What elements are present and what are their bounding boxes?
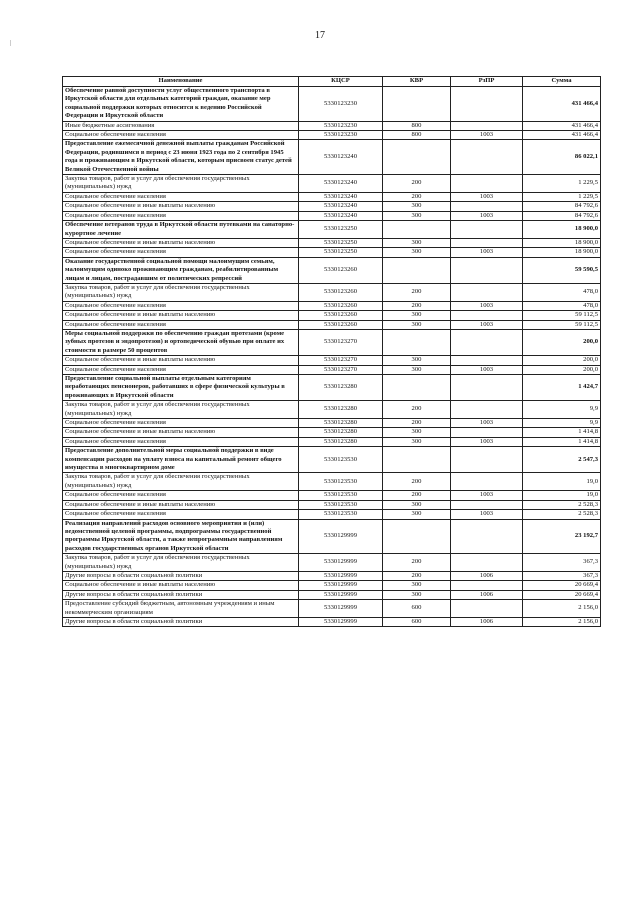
cell-rzpr [451,283,523,301]
cell-name: Закупка товаров, работ и услуг для обеспечения государственных (муниципальных) нужд [63,554,299,572]
table-row [63,519,601,554]
header-name: Наименование [63,77,299,87]
cell-name: Закупка товаров, работ и услуг для обеспечения государственных (муниципальных) нужд [63,283,299,301]
cell-kcsr: 5330123260 [299,257,383,283]
cell-rzpr [451,554,523,572]
cell-kvr [383,447,451,473]
table-row [63,356,601,365]
cell-kcsr: 5330123230 [299,121,383,130]
cell-sum: 19,0 [523,473,601,491]
cell-rzpr [451,428,523,437]
cell-rzpr: 1006 [451,571,523,580]
cell-name: Другие вопросы в области социальной политики [63,590,299,599]
cell-kvr: 300 [383,365,451,374]
cell-sum: 59 112,5 [523,320,601,329]
header-rzpr: РзПР [451,77,523,87]
cell-kvr [383,329,451,355]
cell-kcsr: 5330123530 [299,510,383,519]
header-sum: Сумма [523,77,601,87]
cell-name: Другие вопросы в области социальной политики [63,617,299,626]
cell-sum: 2 528,3 [523,500,601,509]
cell-kcsr: 5330123270 [299,365,383,374]
cell-kvr: 300 [383,581,451,590]
table-row [63,500,601,509]
cell-sum: 367,3 [523,571,601,580]
cell-name: Социальное обеспечение населения [63,365,299,374]
cell-sum: 18 900,0 [523,248,601,257]
cell-kvr: 800 [383,131,451,140]
cell-sum: 9,9 [523,401,601,419]
cell-kcsr: 5330129999 [299,519,383,554]
cell-name: Иные бюджетные ассигнования [63,121,299,130]
cell-sum: 2 156,0 [523,600,601,618]
cell-kvr: 200 [383,554,451,572]
cell-kcsr: 5330129999 [299,571,383,580]
cell-kvr: 800 [383,121,451,130]
table-row [63,221,601,239]
cell-kcsr: 5330129999 [299,600,383,618]
cell-rzpr [451,329,523,355]
table-row [63,617,601,626]
table-row [63,428,601,437]
table-row [63,437,601,446]
table-row [63,581,601,590]
cell-kvr [383,519,451,554]
cell-rzpr [451,600,523,618]
table-row [63,301,601,310]
cell-kvr: 200 [383,192,451,201]
cell-sum: 1 424,7 [523,375,601,401]
table-row [63,283,601,301]
cell-kcsr: 5330129999 [299,617,383,626]
cell-sum: 2 156,0 [523,617,601,626]
cell-sum: 20 669,4 [523,581,601,590]
cell-kcsr: 5330123280 [299,375,383,401]
cell-kvr: 200 [383,301,451,310]
cell-sum: 23 192,7 [523,519,601,554]
cell-sum: 2 547,3 [523,447,601,473]
cell-name: Оказание государственной социальной помощи малоимущим семьям, малоимущим одиноко проживающим гражданам, реабилитированным лицам и лицам, пострадавшим от политических репрессий [63,257,299,283]
cell-rzpr [451,121,523,130]
table-row [63,121,601,130]
cell-sum: 1 229,5 [523,175,601,193]
table-row [63,571,601,580]
cell-name: Предоставление субсидий бюджетным, автономным учреждениям и иным некоммерческим организациям [63,600,299,618]
cell-kcsr: 5330123270 [299,356,383,365]
cell-kcsr: 5330123530 [299,473,383,491]
cell-rzpr [451,257,523,283]
cell-kvr: 300 [383,428,451,437]
cell-rzpr: 1003 [451,211,523,220]
cell-sum: 59 112,5 [523,311,601,320]
cell-kvr: 200 [383,283,451,301]
header-kvr: КВР [383,77,451,87]
cell-sum: 431 466,4 [523,131,601,140]
table-row [63,257,601,283]
cell-kcsr: 5330123240 [299,140,383,175]
cell-name: Обеспечение равной доступности услуг общественного транспорта в Иркутской области для отдельных категорий граждан, оказание мер социальной поддержки которых относится к ведению Российской Федерации и Иркутской области [63,87,299,122]
cell-rzpr: 1003 [451,419,523,428]
table-row [63,419,601,428]
cell-name: Социальное обеспечение и иные выплаты населению [63,202,299,211]
cell-kcsr: 5330123260 [299,320,383,329]
cell-kcsr: 5330123530 [299,491,383,500]
cell-kvr [383,140,451,175]
page-number: 17 [315,30,325,41]
cell-kcsr: 5330123250 [299,248,383,257]
table-row [63,248,601,257]
cell-sum: 20 669,4 [523,590,601,599]
cell-name: Меры социальной поддержки по обеспечению граждан протезами (кроме зубных протезов и эндопротезов) и ортопедической обувью при оплате их стоимости в размере 50 процентов [63,329,299,355]
cell-kvr: 300 [383,238,451,247]
cell-rzpr [451,140,523,175]
header-kcsr: КЦСР [299,77,383,87]
table-row [63,175,601,193]
cell-kcsr: 5330123280 [299,437,383,446]
table-row [63,320,601,329]
table-row [63,192,601,201]
cell-rzpr [451,311,523,320]
cell-name: Социальное обеспечение населения [63,510,299,519]
cell-kvr: 300 [383,211,451,220]
cell-sum: 19,0 [523,491,601,500]
cell-kvr: 600 [383,617,451,626]
table-row [63,491,601,500]
cell-kcsr: 5330123240 [299,192,383,201]
cell-rzpr [451,473,523,491]
cell-sum: 200,0 [523,356,601,365]
cell-rzpr [451,447,523,473]
cell-name: Социальное обеспечение населения [63,320,299,329]
table-header-row [63,77,601,87]
table-row [63,87,601,122]
cell-sum: 1 414,8 [523,428,601,437]
cell-rzpr [451,221,523,239]
cell-rzpr: 1006 [451,590,523,599]
cell-kvr: 300 [383,248,451,257]
cell-name: Социальное обеспечение населения [63,419,299,428]
cell-kcsr: 5330123260 [299,301,383,310]
cell-kcsr: 5330123260 [299,283,383,301]
cell-kvr: 200 [383,491,451,500]
cell-rzpr [451,375,523,401]
cell-sum: 86 022,1 [523,140,601,175]
cell-name: Социальное обеспечение и иные выплаты населению [63,581,299,590]
cell-rzpr: 1003 [451,320,523,329]
cell-kcsr: 5330129999 [299,590,383,599]
table-row [63,329,601,355]
cell-rzpr: 1003 [451,192,523,201]
table-row [63,590,601,599]
cell-sum: 431 466,4 [523,121,601,130]
cell-sum: 9,9 [523,419,601,428]
cell-rzpr [451,581,523,590]
table-row [63,140,601,175]
cell-kvr [383,87,451,122]
cell-kcsr: 5330123240 [299,202,383,211]
table-row [63,473,601,491]
cell-kcsr: 5330123230 [299,87,383,122]
cell-name: Предоставление социальной выплаты отдельным категориям неработающих пенсионеров, работавших в сфере физической культуры в проживающих в Иркутской области [63,375,299,401]
table-row [63,375,601,401]
cell-sum: 18 900,0 [523,238,601,247]
table-row [63,131,601,140]
cell-kcsr: 5330123250 [299,238,383,247]
table-row [63,510,601,519]
cell-rzpr: 1003 [451,437,523,446]
cell-sum: 200,0 [523,329,601,355]
cell-rzpr [451,401,523,419]
cell-rzpr: 1003 [451,131,523,140]
cell-name: Социальное обеспечение и иные выплаты населению [63,311,299,320]
cell-sum: 367,3 [523,554,601,572]
cell-name: Социальное обеспечение и иные выплаты населению [63,428,299,437]
cell-kcsr: 5330123240 [299,211,383,220]
cell-kcsr: 5330123280 [299,401,383,419]
table-row [63,554,601,572]
cell-kvr: 300 [383,311,451,320]
cell-kvr: 300 [383,356,451,365]
cell-kcsr: 5330123240 [299,175,383,193]
cell-kvr: 300 [383,320,451,329]
cell-name: Предоставление ежемесячной денежной выплаты гражданам Российской Федерации, родившимся в период с 23 июня 1923 года по 2 сентября 1945 года и проживающим в Иркутской области, которым присвоен статус детей Великой Отечественной войны [63,140,299,175]
cell-sum: 59 590,5 [523,257,601,283]
cell-name: Социальное обеспечение населения [63,131,299,140]
cell-sum: 1 229,5 [523,192,601,201]
cell-kvr [383,375,451,401]
cell-sum: 478,0 [523,301,601,310]
cell-name: Обеспечение ветеранов труда в Иркутской области путевками на санаторно-курортное лечение [63,221,299,239]
cell-rzpr: 1003 [451,365,523,374]
cell-rzpr [451,238,523,247]
cell-rzpr: 1003 [451,301,523,310]
table-body [63,87,601,627]
cell-name: Социальное обеспечение населения [63,301,299,310]
cell-name: Социальное обеспечение населения [63,248,299,257]
cell-sum: 200,0 [523,365,601,374]
cell-kcsr: 5330123260 [299,311,383,320]
cell-sum: 84 792,6 [523,202,601,211]
cell-rzpr [451,175,523,193]
cell-name: Социальное обеспечение населения [63,437,299,446]
cell-kcsr: 5330123280 [299,428,383,437]
cell-kvr: 600 [383,600,451,618]
cell-name: Социальное обеспечение населения [63,491,299,500]
table-row [63,600,601,618]
cell-sum: 478,0 [523,283,601,301]
cell-kcsr: 5330123250 [299,221,383,239]
cell-kvr: 300 [383,437,451,446]
cell-kvr: 200 [383,175,451,193]
cell-name: Закупка товаров, работ и услуг для обеспечения государственных (муниципальных) нужд [63,175,299,193]
cell-name: Социальное обеспечение населения [63,211,299,220]
table-row [63,202,601,211]
cell-rzpr [451,519,523,554]
table-row [63,238,601,247]
cell-kvr: 300 [383,590,451,599]
table-row [63,211,601,220]
cell-rzpr [451,202,523,211]
cell-rzpr: 1003 [451,491,523,500]
budget-table [62,76,601,627]
cell-sum: 1 414,8 [523,437,601,446]
cell-kvr: 300 [383,500,451,509]
cell-kcsr: 5330129999 [299,554,383,572]
table-row [63,447,601,473]
cell-sum: 18 900,0 [523,221,601,239]
cell-kvr: 200 [383,419,451,428]
cell-kcsr: 5330123270 [299,329,383,355]
cell-kcsr: 5330123530 [299,447,383,473]
table-row [63,401,601,419]
cell-name: Социальное обеспечение и иные выплаты населению [63,356,299,365]
cell-sum: 2 528,3 [523,510,601,519]
cell-name: Социальное обеспечение и иные выплаты населению [63,500,299,509]
cell-name: Социальное обеспечение населения [63,192,299,201]
cell-rzpr [451,356,523,365]
cell-sum: 431 466,4 [523,87,601,122]
table-row [63,311,601,320]
table-row [63,365,601,374]
cell-kvr: 300 [383,202,451,211]
cell-name: Реализация направлений расходов основного мероприятия и (или) ведомственной целевой программы, подпрограммы государственной программы Иркутской области, а также непрограммным направлениям расходов государственных органов Иркутской области [63,519,299,554]
cell-rzpr: 1003 [451,248,523,257]
cell-sum: 84 792,6 [523,211,601,220]
cell-name: Закупка товаров, работ и услуг для обеспечения государственных (муниципальных) нужд [63,473,299,491]
cell-kcsr: 5330123280 [299,419,383,428]
cell-name: Другие вопросы в области социальной политики [63,571,299,580]
cell-rzpr [451,87,523,122]
cell-kvr: 200 [383,401,451,419]
cell-rzpr: 1003 [451,510,523,519]
cell-rzpr [451,500,523,509]
cell-kcsr: 5330129999 [299,581,383,590]
cell-name: Предоставление дополнительной меры социальной поддержки в виде компенсации расходов на уплату взноса на капитальный ремонт общего имущества в многоквартирном доме [63,447,299,473]
cell-kvr [383,221,451,239]
cell-kcsr: 5330123530 [299,500,383,509]
cell-kvr: 200 [383,571,451,580]
cell-kvr [383,257,451,283]
cell-name: Социальное обеспечение и иные выплаты населению [63,238,299,247]
cell-kvr: 200 [383,473,451,491]
cell-name: Закупка товаров, работ и услуг для обеспечения государственных (муниципальных) нужд [63,401,299,419]
cell-kcsr: 5330123230 [299,131,383,140]
cell-kvr: 300 [383,510,451,519]
cell-rzpr: 1006 [451,617,523,626]
